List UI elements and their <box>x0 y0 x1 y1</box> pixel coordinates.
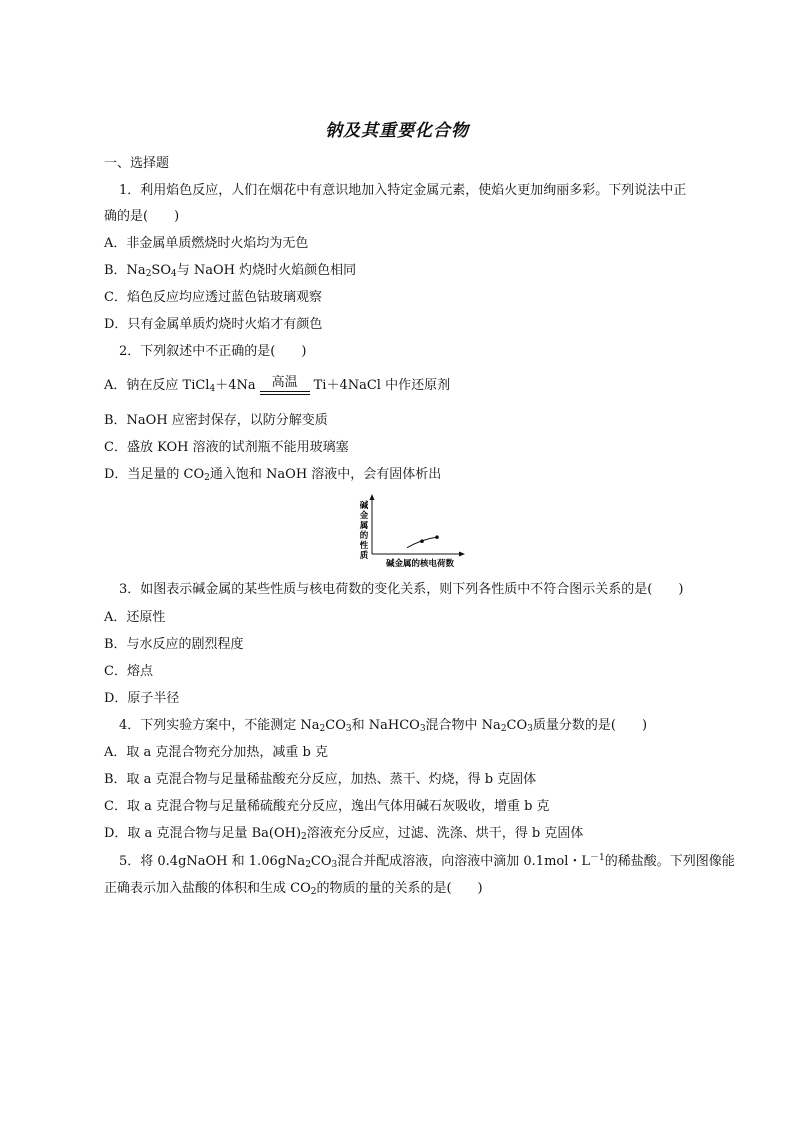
q1-option-c: C．焰色反应均应透过蓝色钴玻璃观察 <box>104 290 322 305</box>
q4-option-d: D．取 a 克混合物与足量 $Ba(OH)_2$溶液充分反应，过滤、洗涤、烘干，得 b 克固体 <box>104 826 584 842</box>
section-heading: 一、选择题 <box>104 156 170 171</box>
chart-ylabel-char: 碱 <box>359 501 369 511</box>
chart-x-arrow <box>459 552 465 557</box>
alkali-metal-chart <box>352 494 472 570</box>
q5-stem-line1: 5．将 0.4gNaOH 和 $1.06gNa_2CO_3$混合并配成溶液，向溶液中滴加 0.1mol・$L^{-1}$的稀盐酸。下列图像能 <box>119 853 735 870</box>
chart-y-arrow <box>370 494 375 500</box>
chart-ylabel-char: 的 <box>359 531 369 541</box>
page-title: 钠及其重要化合物 <box>325 121 469 141</box>
q2-option-c: C．盛放 KOH 溶液的试剂瓶不能用玻璃塞 <box>104 440 349 455</box>
chart-xlabel: 碱金属的核电荷数 <box>385 559 455 569</box>
q1-stem-line2: 确的是( ) <box>104 209 180 224</box>
q2-stem: 2．下列叙述中不正确的是( ) <box>119 344 307 359</box>
q5-stem-line2: 正确表示加入盐酸的体积和生成 $CO_2$的物质的量的关系的是( ) <box>104 881 483 897</box>
q2-option-d: D．当足量的 $CO_2$通入饱和 NaOH 溶液中，会有固体析出 <box>104 467 442 483</box>
q1-option-b: B．$Na_2SO_4$与 NaOH 灼烧时火焰颜色相同 <box>104 263 357 279</box>
chart-ylabel-char: 性 <box>359 541 369 551</box>
q4-stem: 4．下列实验方案中，不能测定 $Na_2CO_3$和 NaHCO$_3$混合物中 $Na_2CO_3$质量分数的是( ) <box>119 718 648 734</box>
chart-points <box>420 535 439 543</box>
reaction-condition-arrow: 高温 <box>260 376 310 395</box>
q3-stem: 3．如图表示碱金属的某些性质与核电荷数的变化关系，则下列各性质中不符合图示关系的是( ) <box>119 582 684 597</box>
q2-option-b: B．NaOH 应密封保存，以防分解变质 <box>104 413 328 428</box>
chart-ylabel-char: 金 <box>359 511 369 521</box>
chart-point <box>435 535 439 539</box>
q1-stem-line1: 1．利用焰色反应，人们在烟花中有意识地加入特定金属元素，使焰火更加绚丽多彩。下列说法中正 <box>119 183 687 198</box>
chart-ylabel-char: 质 <box>359 551 369 561</box>
q4-option-c: C．取 a 克混合物与足量稀硫酸充分反应，逸出气体用碱石灰吸收，增重 b 克 <box>104 799 550 814</box>
q4-option-b: B．取 a 克混合物与足量稀盐酸充分反应，加热、蒸干、灼烧，得 b 克固体 <box>104 772 537 787</box>
q1-option-d: D．只有金属单质灼烧时火焰才有颜色 <box>104 317 323 332</box>
q3-option-d: D．原子半径 <box>104 691 180 706</box>
q3-option-c: C．熔点 <box>104 664 153 679</box>
q4-option-a: A．取 a 克混合物充分加热，减重 b 克 <box>104 745 328 760</box>
q3-option-b: B．与水反应的剧烈程度 <box>104 637 244 652</box>
chart-point <box>420 539 424 543</box>
q1-option-a: A．非金属单质燃烧时火焰均为无色 <box>104 236 309 251</box>
chart-ylabel-char: 属 <box>359 521 369 531</box>
q2-option-a: A．钠在反应 TiCl$_4$＋4Na 高温 Ti＋4NaCl 中作还原剂 <box>104 375 451 394</box>
q3-option-a: A．还原性 <box>104 610 166 625</box>
